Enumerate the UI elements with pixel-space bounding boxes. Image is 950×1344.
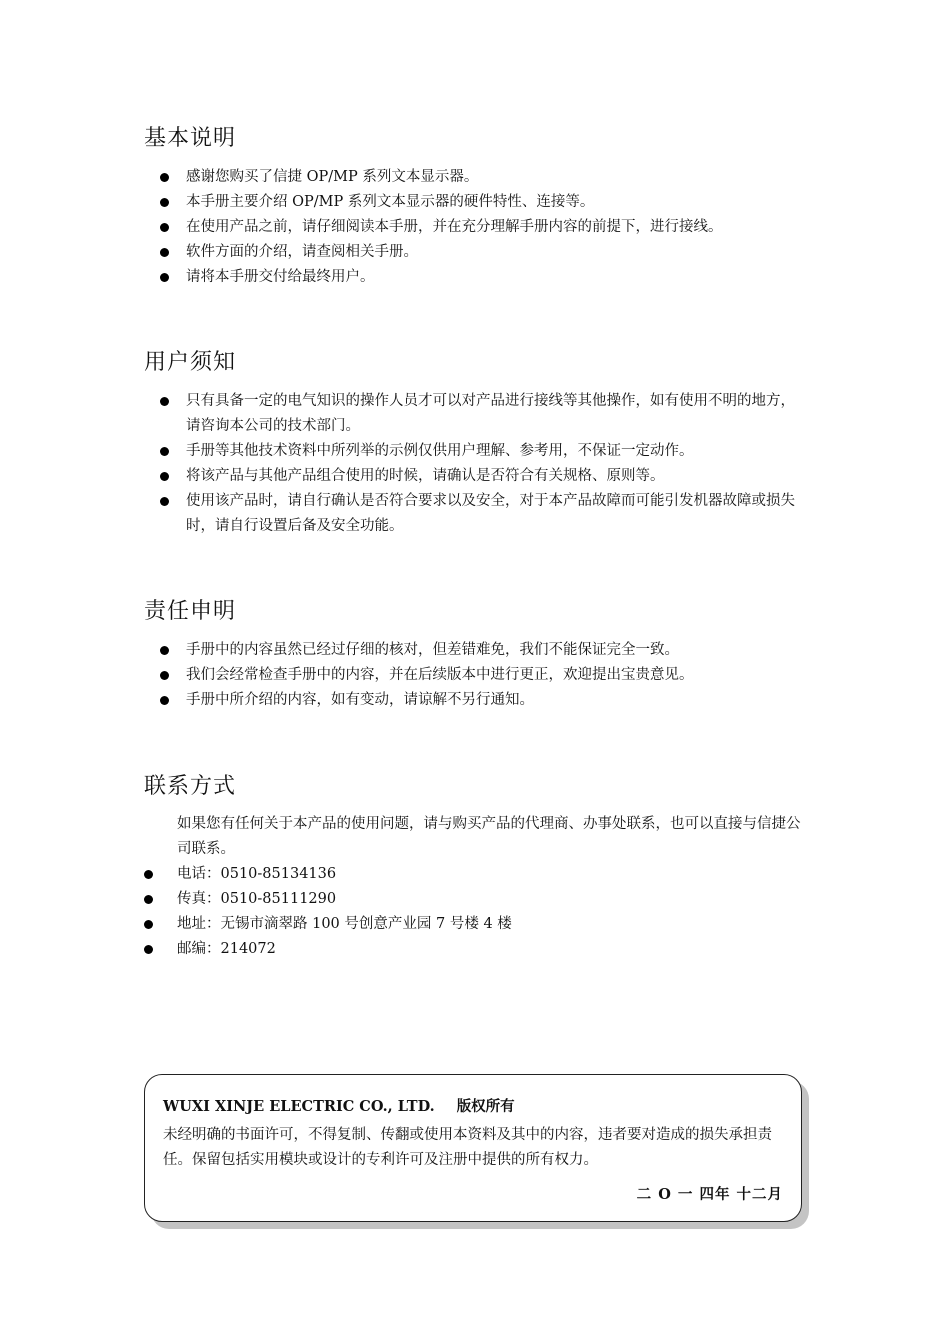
bullet-icon (144, 945, 153, 954)
bullet-icon (160, 447, 169, 456)
bullet-icon (160, 198, 169, 207)
bullet-icon (160, 248, 169, 257)
bullet-icon (160, 472, 169, 481)
bullet-icon (144, 920, 153, 929)
liability-list (160, 638, 800, 713)
list-item: 我们会经常检查手册中的内容，并在后续版本中进行更正，欢迎提出宝贵意见。 (160, 663, 800, 688)
notice-list (160, 389, 800, 539)
bullet-icon (144, 895, 153, 904)
list-item: 手册中所介绍的内容，如有变动，请谅解不另行通知。 (160, 688, 800, 713)
list-item: 请将本手册交付给最终用户。 (160, 265, 800, 290)
copyright-date: 二 O 一 四年 十二月 (636, 1186, 783, 1203)
list-item: 手册中的内容虽然已经过仔细的核对，但差错难免，我们不能保证完全一致。 (160, 638, 800, 663)
list-item: 电话：0510-85134136 (144, 862, 784, 887)
list-item: 邮编：214072 (144, 937, 784, 962)
bullet-icon (160, 397, 169, 406)
copyright-box (144, 1074, 802, 1222)
company-name: WUXI XINJE ELECTRIC CO., LTD. (163, 1098, 435, 1115)
bullet-icon (144, 870, 153, 879)
bullet-icon (160, 223, 169, 232)
bullet-icon (160, 497, 169, 506)
bullet-icon (160, 273, 169, 282)
copyright-text: 未经明确的书面许可，不得复制、传翻或使用本资料及其中的内容，违者要对造成的损失承担责任。保留包括实用模块或设计的专利许可及注册中提供的所有权力。 (163, 1127, 772, 1168)
copyright-header (163, 1095, 515, 1116)
section-title-contact: 联系方式 (144, 774, 237, 799)
list-item: 在使用产品之前，请仔细阅读本手册，并在充分理解手册内容的前提下，进行接线。 (160, 215, 800, 240)
rights-reserved: 版权所有 (456, 1098, 515, 1115)
list-item: 软件方面的介绍，请查阅相关手册。 (160, 240, 800, 265)
list-item: 本手册主要介绍 OP/MP 系列文本显示器的硬件特性、连接等。 (160, 190, 800, 215)
bullet-icon (160, 696, 169, 705)
list-item: 感谢您购买了信捷 OP/MP 系列文本显示器。 (160, 165, 800, 190)
basic-list (160, 165, 800, 290)
section-title-notice: 用户须知 (144, 350, 237, 375)
contact-intro: 如果您有任何关于本产品的使用问题，请与购买产品的代理商、办事处联系，也可以直接与信捷公司联系。 (177, 816, 801, 857)
list-item: 使用该产品时，请自行确认是否符合要求以及安全，对于本产品故障而可能引发机器故障或损失时，请自行设置后备及安全功能。 (160, 489, 800, 539)
list-item: 地址：无锡市滴翠路 100 号创意产业园 7 号楼 4 楼 (144, 912, 784, 937)
contact-list (144, 862, 784, 962)
list-item: 手册等其他技术资料中所列举的示例仅供用户理解、参考用，不保证一定动作。 (160, 439, 800, 464)
section-title-liability: 责任申明 (144, 599, 237, 624)
bullet-icon (160, 671, 169, 680)
list-item: 只有具备一定的电气知识的操作人员才可以对产品进行接线等其他操作，如有使用不明的地方，请咨询本公司的技术部门。 (160, 389, 800, 439)
bullet-icon (160, 173, 169, 182)
list-item: 将该产品与其他产品组合使用的时候，请确认是否符合有关规格、原则等。 (160, 464, 800, 489)
list-item: 传真：0510-85111290 (144, 887, 784, 912)
section-title-basic: 基本说明 (144, 126, 237, 151)
bullet-icon (160, 646, 169, 655)
